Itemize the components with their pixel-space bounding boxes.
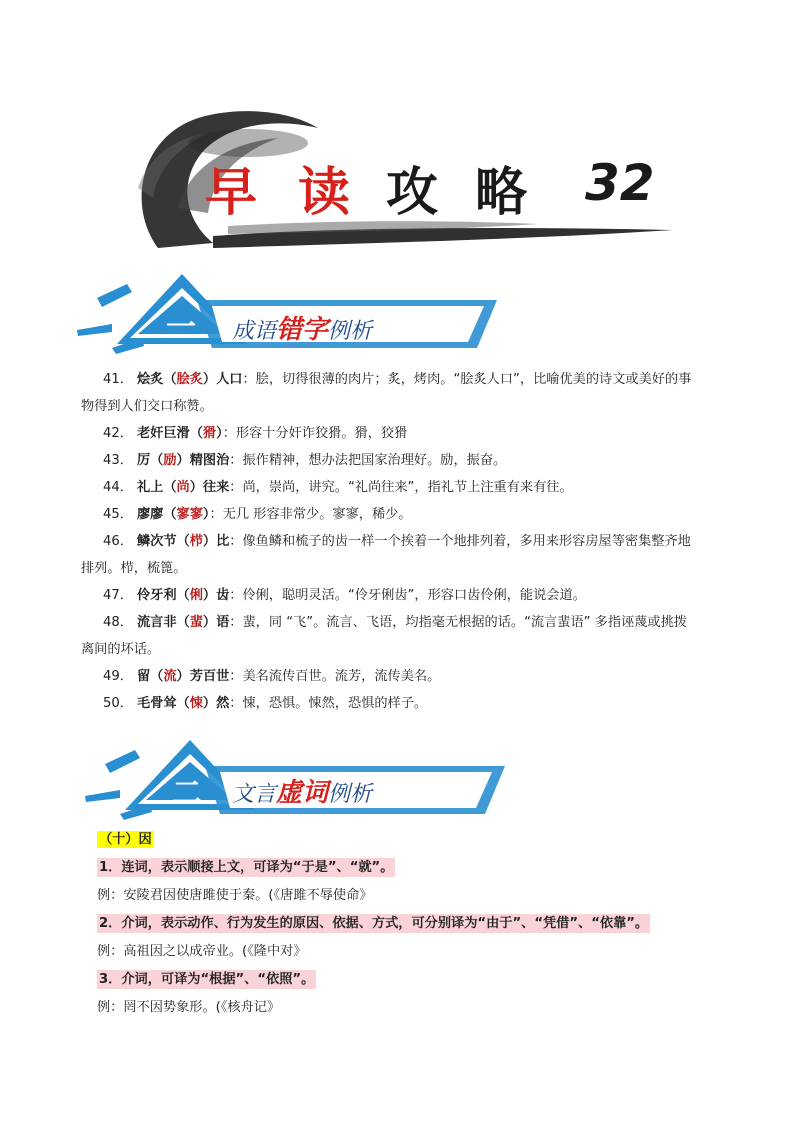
list-item [103, 420, 727, 447]
item-number: 49． [103, 669, 133, 684]
usage-rule-text: 3．介词，可译为“根据”、“依照”。 [99, 972, 315, 987]
item-correct-char: 俐 [189, 588, 203, 603]
item-head-b: ）往来 [189, 480, 230, 495]
item-head-b: ）人口 [202, 372, 243, 387]
item-explanation: ：像鱼鳞和梳子的齿一样一个挨着一个地排列着，多用来形容房屋等密集整齐地 [229, 534, 691, 549]
item-correct-char: 励 [163, 453, 177, 468]
item-correct-char: 猾 [202, 426, 217, 441]
section-2-title [232, 772, 372, 809]
item-head-b: ）芳百世 [176, 669, 230, 684]
list-item [81, 366, 727, 420]
item-explanation: ：尚，崇尚，讲究。“礼尚往来”，指礼节上注重有来有往。 [229, 480, 573, 495]
item-number: 45． [103, 507, 133, 522]
item-head-b: ）齿 [202, 588, 230, 603]
item-correct-char: 流 [163, 669, 177, 684]
item-number: 41． [103, 372, 133, 387]
item-head-b: ）然 [202, 696, 230, 711]
title-number: 32 [585, 154, 655, 212]
item-explanation: ：无几 形容非常少。寥寥，稀少。 [209, 507, 412, 522]
section-1-title-highlight: 错字 [276, 315, 329, 345]
title-char-1: 早 [205, 162, 258, 223]
item-head-a: 老奸巨滑（ [136, 426, 203, 441]
item-correct-char: 栉 [189, 534, 203, 549]
usage-example-text: 例：安陵君因使唐雎使于秦。(《唐雎不辱使命》 [97, 888, 373, 903]
list-item [103, 501, 727, 528]
item-correct-char: 脍炙 [176, 372, 203, 387]
item-explanation: ：脍，切得很薄的肉片；炙，烤肉。“脍炙人口”，比喻优美的诗文或美好的事 [242, 372, 692, 387]
section-2-number: 二 [172, 776, 202, 811]
item-continuation: 排列。栉，梳篦。 [81, 561, 187, 576]
list-item [103, 582, 727, 609]
item-correct-char: 寥寥 [176, 507, 203, 522]
section-2-title-post: 例析 [328, 782, 373, 807]
list-item [103, 663, 727, 690]
section-1-title-post: 例析 [328, 319, 373, 344]
usage-example [97, 938, 737, 966]
item-head-a: 烩炙（ [136, 372, 177, 387]
item-continuation: 物得到人们交口称赞。 [81, 399, 213, 414]
usage-example [97, 994, 737, 1022]
item-explanation: ：形容十分奸诈狡猾。猾，狡猾 [222, 426, 408, 441]
function-word-section [97, 826, 737, 1022]
usage-example [97, 882, 737, 910]
item-explanation: ：伶俐，聪明灵活。“伶牙俐齿”，形容口齿伶俐，能说会道。 [229, 588, 586, 603]
item-head-a: 毛骨耸（ [136, 696, 190, 711]
item-head-b: ） [216, 426, 223, 441]
function-word-tag: （十）因 [99, 832, 152, 847]
item-number: 50． [103, 696, 133, 711]
item-explanation: ：蜚，同 “飞”。流言、飞语，均指毫无根据的话。“流言蜚语” 多指诬蔑或挑拨 [229, 615, 687, 630]
item-head-a: 鳞次节（ [136, 534, 190, 549]
item-number: 48． [103, 615, 133, 630]
item-number: 47． [103, 588, 133, 603]
list-item [103, 690, 727, 717]
item-head-b: ）精图治 [176, 453, 230, 468]
list-item [103, 447, 727, 474]
usage-example-text: 例：罔不因势象形。(《核舟记》 [97, 1000, 281, 1015]
section-2-title-highlight: 虚词 [276, 778, 329, 808]
idiom-list [81, 366, 727, 717]
title-char-3: 攻 [386, 162, 439, 223]
item-head-a: 伶牙利（ [136, 588, 190, 603]
item-head-a: 礼上（ [136, 480, 177, 495]
section-1-title-pre: 成语 [232, 319, 277, 344]
item-head-a: 厉（ [136, 453, 164, 468]
section-1-title [232, 309, 372, 346]
section-1-number: 一 [166, 310, 196, 345]
usage-rule [97, 966, 737, 994]
title-char-4: 略 [475, 162, 528, 223]
item-explanation: ：美名流传百世。流芳，流传美名。 [229, 669, 441, 684]
item-number: 44． [103, 480, 133, 495]
item-number: 46． [103, 534, 133, 549]
usage-example-text: 例：高祖因之以成帝业。(《隆中对》 [97, 944, 307, 959]
item-head-b: ） [202, 507, 210, 522]
list-item [81, 528, 727, 582]
item-number: 42． [103, 426, 133, 441]
item-head-b: ）比 [202, 534, 230, 549]
item-explanation: ：悚，恐惧。悚然，恐惧的样子。 [229, 696, 428, 711]
item-continuation: 离间的坏话。 [81, 642, 161, 657]
title-char-2: 读 [298, 162, 351, 223]
usage-rule [97, 910, 737, 938]
usage-rule-text: 1．连词，表示顺接上文，可译为“于是”、“就”。 [99, 860, 394, 875]
item-correct-char: 蜚 [189, 615, 203, 630]
item-head-a: 流言非（ [136, 615, 190, 630]
item-head-a: 留（ [136, 669, 164, 684]
item-correct-char: 悚 [189, 696, 203, 711]
item-explanation: ：振作精神，想办法把国家治理好。励，振奋。 [229, 453, 507, 468]
item-correct-char: 尚 [176, 480, 190, 495]
list-item [103, 474, 727, 501]
usage-rule [97, 854, 737, 882]
section-2-title-pre: 文言 [232, 782, 277, 807]
item-number: 43． [103, 453, 133, 468]
item-head-a: 廖廖（ [136, 507, 177, 522]
usage-rule-text: 2．介词，表示动作、行为发生的原因、依据、方式，可分别译为“由于”、“凭借”、“依靠”。 [99, 916, 649, 931]
list-item [81, 609, 727, 663]
item-head-b: ）语 [202, 615, 230, 630]
